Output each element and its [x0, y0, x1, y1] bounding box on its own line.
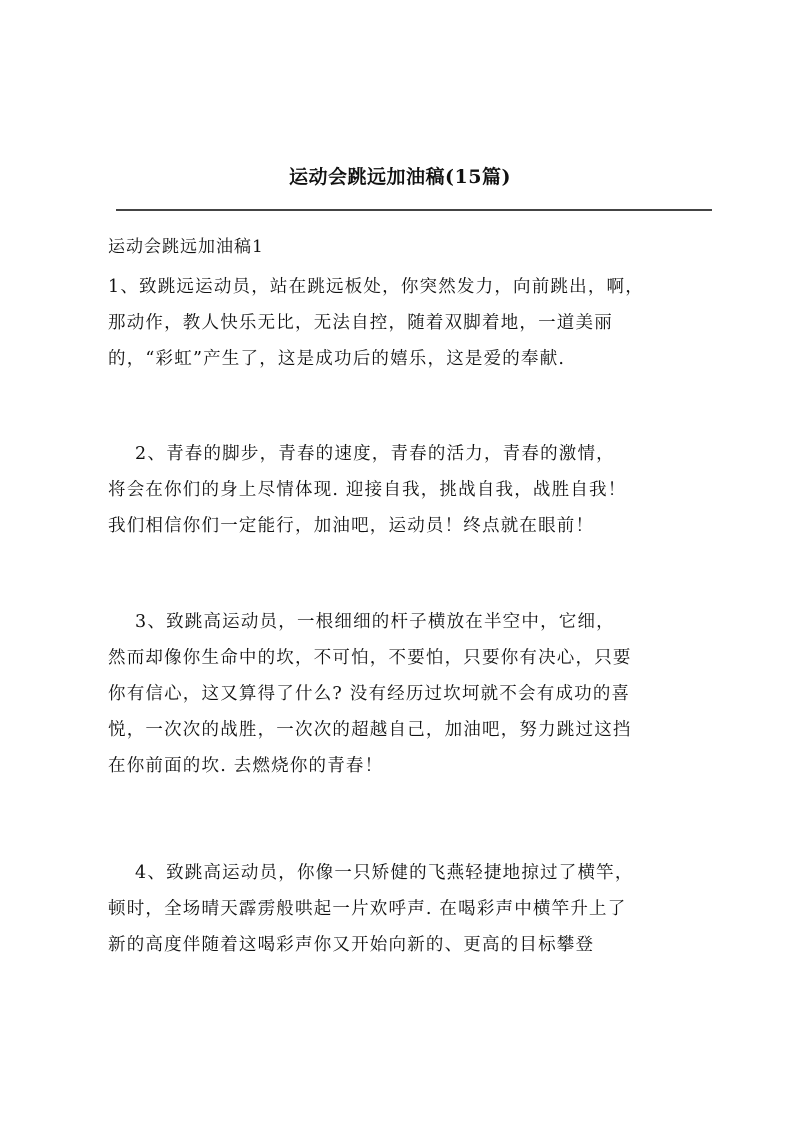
paragraph-line: 新的高度伴随着这喝彩声你又开始向新的、更高的目标攀登: [108, 935, 595, 955]
title-underline-rule: [116, 209, 712, 211]
paragraph-1: [108, 269, 708, 377]
paragraph-3: [108, 604, 708, 784]
paragraph-line: 3、致跳高运动员，一根细细的杆子横放在半空中，它细，: [108, 612, 615, 632]
paragraph-line: 悦，一次次的战胜，一次次的超越自己，加油吧，努力跳过这挡: [108, 720, 632, 740]
paragraph-line: 2、青春的脚步，青春的速度，青春的活力，青春的激情，: [108, 444, 615, 464]
paragraph-2: [108, 436, 708, 544]
paragraph-line: 顿时，全场晴天霹雳般哄起一片欢呼声. 在喝彩声中横竿升上了: [108, 899, 627, 919]
paragraph-4: [108, 855, 708, 963]
paragraph-line: 将会在你们的身上尽情体现. 迎接自我，挑战自我，战胜自我！: [108, 480, 627, 500]
paragraph-line: 1、致跳远运动员，站在跳远板处，你突然发力，向前跳出，啊，: [108, 277, 644, 297]
paragraph-line: 4、致跳高运动员，你像一只矫健的飞燕轻捷地掠过了横竿，: [108, 863, 634, 883]
section-heading: 运动会跳远加油稿1: [108, 237, 264, 257]
paragraph-line: 那动作，教人快乐无比，无法自控，随着双脚着地，一道美丽: [108, 313, 613, 333]
paragraph-line: 你有信心，这又算得了什么? 没有经历过坎坷就不会有成功的喜: [108, 684, 631, 704]
paragraph-line: 在你前面的坎. 去燃烧你的青春！: [108, 756, 384, 776]
paragraph-line: 的，“彩虹”产生了，这是成功后的嬉乐，这是爱的奉献.: [108, 349, 566, 369]
document-title: 运动会跳远加油稿(15篇): [289, 166, 511, 188]
paragraph-line: 我们相信你们一定能行，加油吧，运动员！终点就在眼前！: [108, 516, 595, 536]
paragraph-line: 然而却像你生命中的坎，不可怕，不要怕，只要你有决心，只要: [108, 648, 632, 668]
